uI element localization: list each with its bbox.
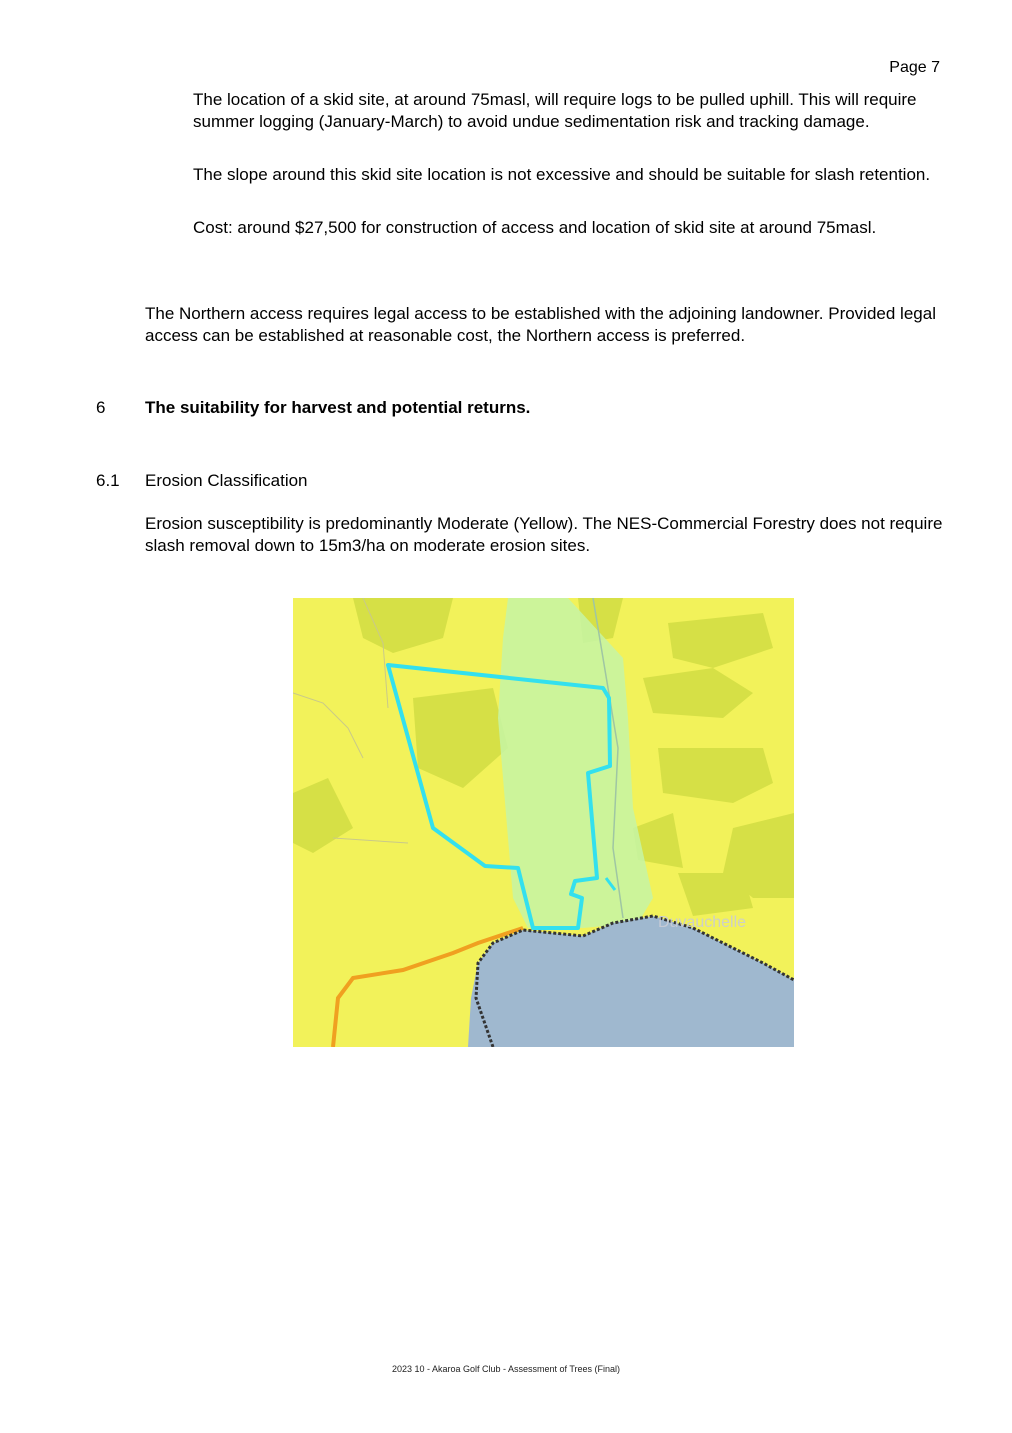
paragraph-northern-access: The Northern access requires legal access to be established with the adjoining landowner. Provided legal access can be established at reasonable cost, the Northern access is preferred.	[145, 304, 936, 345]
paragraph-skid-location: The location of a skid site, at around 75masl, will require logs to be pulled uphill. This will require summer logging (January-March) to avoid undue sedimentation risk and tracking damage.	[193, 90, 917, 131]
section-6-1-number: 6.1	[96, 471, 120, 490]
footer-text: 2023 10 - Akaroa Golf Club - Assessment of Trees (Final)	[391, 1364, 621, 1374]
section-6-title: The suitability for harvest and potential returns.	[145, 398, 531, 417]
erosion-map	[293, 598, 794, 1047]
page-number: Page 7	[889, 59, 940, 76]
map-place-label: Duvauchelle	[658, 914, 747, 931]
section-6-1-title: Erosion Classification	[145, 471, 308, 490]
paragraph-slope: The slope around this skid site location is not excessive and should be suitable for slash retention.	[193, 165, 931, 184]
paragraph-erosion: Erosion susceptibility is predominantly Moderate (Yellow). The NES-Commercial Forestry does not require slash removal down to 15m3/ha on moderate erosion sites.	[145, 514, 943, 555]
paragraph-cost: Cost: around $27,500 for construction of access and location of skid site at around 75masl.	[193, 218, 877, 237]
section-6-number: 6	[96, 398, 106, 417]
